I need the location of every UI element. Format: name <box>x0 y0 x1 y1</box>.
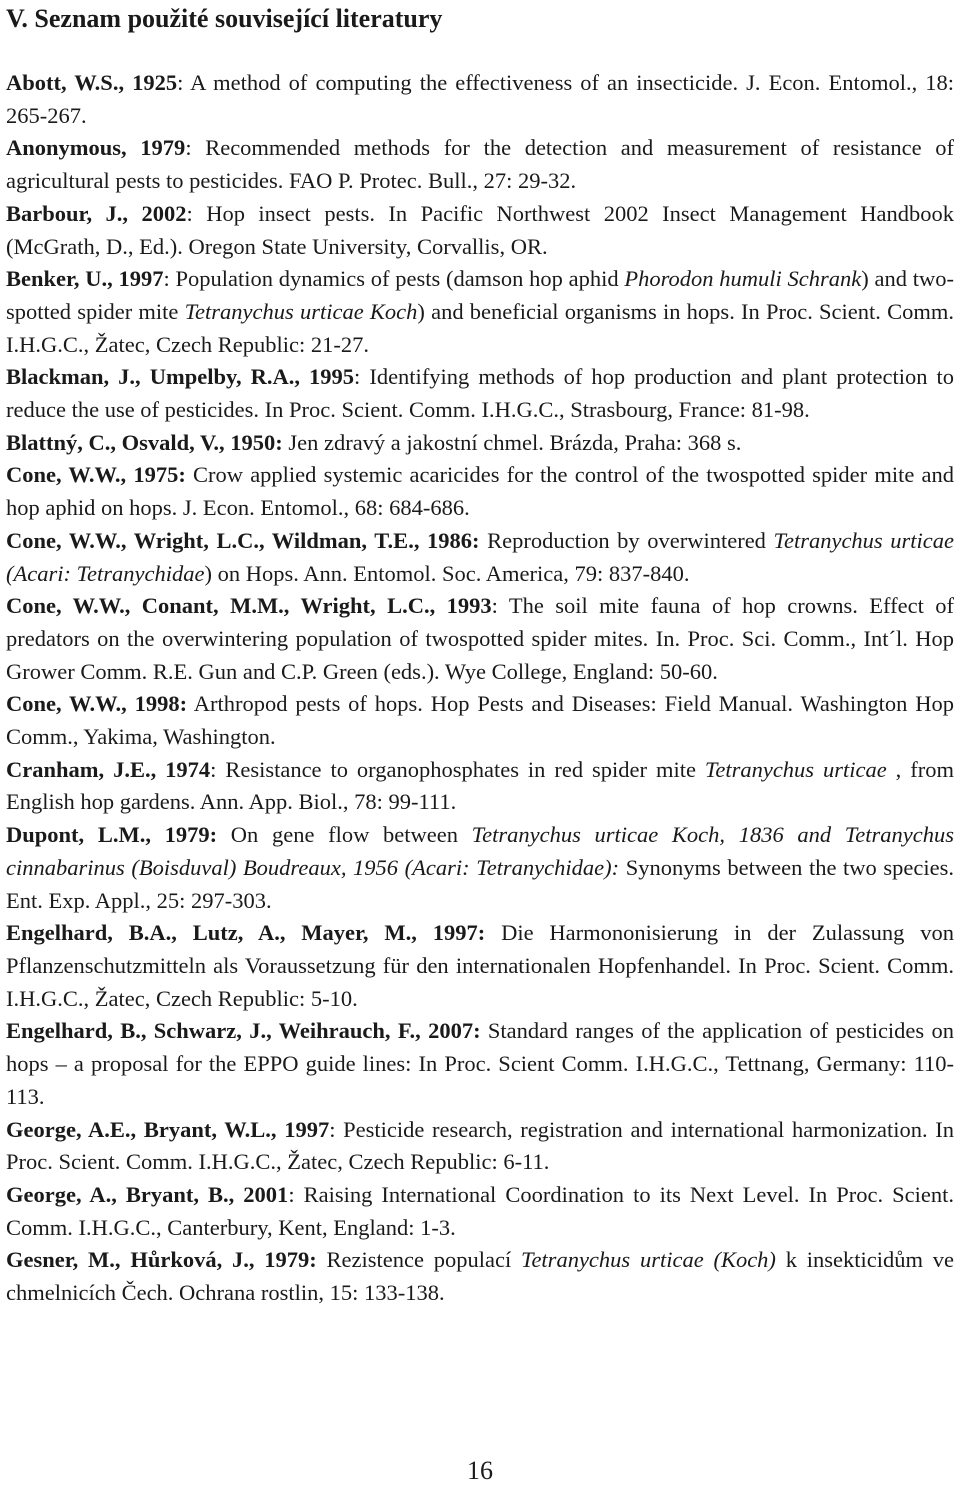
reference-text: Rezistence populací <box>316 1247 521 1273</box>
reference-text: : Raising International Coordination to its Next Level. In Proc. Scient. Comm. I.H.G.C., Canterbury, Kent, England: 1-3. <box>6 1181 954 1240</box>
reference-authors: Engelhard, B.A., Lutz, A., Mayer, M., 1997: <box>6 920 486 946</box>
reference-text: ) and beneficial organisms in hops. In Proc. Scient. Comm. I.H.G.C., Žatec, Czech Republic: 21-27. <box>6 298 954 357</box>
reference-text: Jen zdravý a jakostní chmel. Brázda, Praha: 368 s. <box>282 429 742 455</box>
reference-authors: Cone, W.W., Wright, L.C., Wildman, T.E., 1986: <box>6 527 480 553</box>
reference-authors: Barbour, J., 2002 <box>6 200 187 226</box>
reference-authors: George, A., Bryant, B., 2001 <box>6 1181 289 1207</box>
reference-authors: Blattný, C., Osvald, V., 1950: <box>6 429 283 455</box>
reference-authors: George, A.E., Bryant, W.L., 1997 <box>6 1116 330 1142</box>
reference-entry <box>6 198 954 263</box>
reference-text: Standard ranges of the application of pesticides on hops – a proposal for the EPPO guide lines: In Proc. Scient Comm. I.H.G.C., Tettnang, Germany: 110-113. <box>6 1018 954 1109</box>
reference-entry <box>6 132 954 197</box>
reference-text: ) on Hops. Ann. Entomol. Soc. America, 79: 837-840. <box>204 560 690 586</box>
reference-entry <box>6 917 954 1015</box>
reference-authors: Cranham, J.E., 1974 <box>6 756 211 782</box>
reference-text: ) and two-spotted spider mite <box>6 266 954 324</box>
reference-authors: Blackman, J., Umpelby, R.A., 1995 <box>6 364 355 390</box>
reference-entry <box>6 459 954 524</box>
reference-italic-text: Tetranychus urticae Koch, 1836 and Tetranychus cinnabarinus (Boisduval) Boudreaux, 1956 (Acari: Tetranychidae): <box>6 822 954 880</box>
reference-text: Die Harmononisierung in der Zulassung von Pflanzenschutzmitteln als Voraussetzung für den internationalen Hopfenhandel. In Proc. Scient. Comm. I.H.G.C., Žatec, Czech Republic: 5-10. <box>6 920 954 1011</box>
reference-text: : Identifying methods of hop production and plant protection to reduce the use of pesticides. In Proc. Scient. Comm. I.H.G.C., Strasbourg, France: 81-98. <box>6 364 954 423</box>
reference-italic-text: Tetranychus urticae (Acari: Tetranychidae <box>6 527 954 586</box>
reference-entry <box>6 819 954 917</box>
reference-authors: Benker, U., 1997 <box>6 266 164 292</box>
reference-entry <box>6 754 954 819</box>
reference-text: Arthropod pests of hops. Hop Pests and Diseases: Field Manual. Washington Hop Comm., Yakima, Washington. <box>6 691 954 750</box>
reference-italic-text: Tetranychus urticae (Koch) <box>521 1247 776 1273</box>
reference-entry <box>6 361 954 426</box>
reference-entry <box>6 1114 954 1179</box>
reference-entry <box>6 688 954 753</box>
reference-authors: Cone, W.W., Conant, M.M., Wright, L.C., 1993 <box>6 593 492 619</box>
reference-authors: Gesner, M., Hůrková, J., 1979: <box>6 1247 317 1273</box>
reference-text: : Hop insect pests. In Pacific Northwest 2002 Insect Management Handbook (McGrath, D., Ed.). Oregon State University, Corvallis, OR. <box>6 200 954 259</box>
reference-entry <box>6 427 954 460</box>
reference-italic-text: Phorodon humuli Schrank <box>624 266 862 292</box>
reference-text: : A method of computing the effectiveness of an insecticide. J. Econ. Entomol., 18: 265-267. <box>6 70 954 128</box>
reference-entry <box>6 1015 954 1113</box>
reference-text: k insekticidům ve chmelnicích Čech. Ochrana rostlin, 15: 133-138. <box>6 1247 954 1306</box>
reference-list <box>6 67 954 1310</box>
reference-authors: Anonymous, 1979 <box>6 135 186 161</box>
reference-text: Synonyms between the two species. Ent. Exp. Appl., 25: 297-303. <box>6 854 954 913</box>
reference-authors: Abott, W.S., 1925 <box>6 70 178 95</box>
reference-authors: Engelhard, B., Schwarz, J., Weihrauch, F., 2007: <box>6 1018 481 1044</box>
reference-text: : Pesticide research, registration and international harmonization. In Proc. Scient. Comm. I.H.G.C., Žatec, Czech Republic: 6-11. <box>6 1116 954 1175</box>
reference-text: Reproduction by overwintered <box>479 527 774 553</box>
reference-text: : Recommended methods for the detection and measurement of resistance of agricultural pests to pesticides. FAO P. Protec. Bull., 27: 29-32. <box>6 135 954 194</box>
reference-authors: Cone, W.W., 1998: <box>6 691 188 717</box>
reference-text: : Population dynamics of pests (damson hop aphid <box>163 266 625 292</box>
reference-authors: Cone, W.W., 1975: <box>6 462 186 488</box>
reference-entry <box>6 1179 954 1244</box>
reference-entry <box>6 590 954 688</box>
page-number: 16 <box>467 1456 493 1485</box>
reference-text: On gene flow between <box>217 822 472 848</box>
reference-authors: Dupont, L.M., 1979: <box>6 822 218 848</box>
reference-entry <box>6 525 954 590</box>
reference-italic-text: Tetranychus urticae <box>704 756 887 782</box>
reference-italic-text: Tetranychus urticae Koch <box>184 298 418 324</box>
reference-entry <box>6 1244 954 1309</box>
reference-text: , from English hop gardens. Ann. App. Biol., 78: 99-111. <box>6 756 954 815</box>
reference-text: Crow applied systemic acaricides for the control of the twospotted spider mite and hop aphid on hops. J. Econ. Entomol., 68: 684-686. <box>6 462 954 521</box>
page-title: V. Seznam použité související literatury <box>6 4 443 33</box>
reference-entry <box>6 263 954 361</box>
reference-text: : The soil mite fauna of hop crowns. Effect of predators on the overwintering population of twospotted spider mites. In. Proc. Sci. Comm., Int´l. Hop Grower Comm. R.E. Gun and C.P. Green (eds.). Wye College, England: 50-60. <box>6 593 954 684</box>
reference-entry <box>6 67 954 132</box>
reference-text: : Resistance to organophosphates in red spider mite <box>210 756 705 782</box>
